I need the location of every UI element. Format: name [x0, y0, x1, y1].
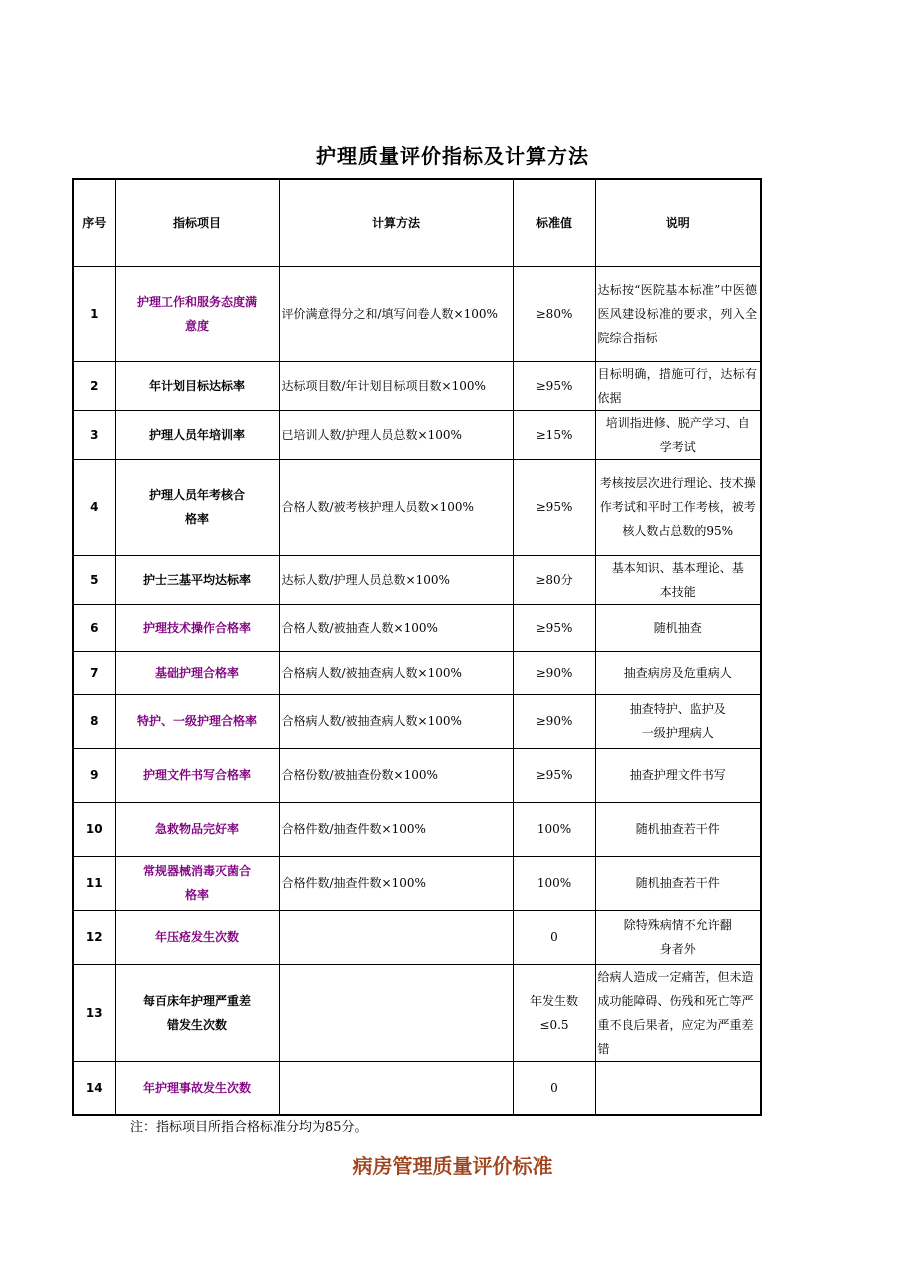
row-note: 除特殊病情不允许翻身者外 [595, 910, 761, 964]
row-method [279, 910, 513, 964]
table-row [73, 748, 761, 802]
row-item: 护理技术操作合格率 [115, 604, 279, 651]
header-note: 说明 [595, 179, 761, 266]
row-item: 护理人员年考核合格率 [115, 459, 279, 555]
row-num: 1 [73, 266, 115, 361]
row-note: 抽查病房及危重病人 [595, 651, 761, 694]
header-method: 计算方法 [279, 179, 513, 266]
row-standard: ≥80分 [513, 555, 595, 604]
row-item: 护理工作和服务态度满意度 [115, 266, 279, 361]
indicator-table [72, 178, 762, 1116]
row-note: 目标明确，措施可行，达标有依据 [595, 361, 761, 410]
row-standard: 100% [513, 802, 595, 856]
table-row [73, 459, 761, 555]
row-standard: 年发生数≤0.5 [513, 964, 595, 1061]
table-row [73, 1061, 761, 1115]
row-item: 护理文件书写合格率 [115, 748, 279, 802]
row-standard: 100% [513, 856, 595, 910]
row-note: 基本知识、基本理论、基本技能 [595, 555, 761, 604]
row-method: 合格件数/抽查件数×100% [279, 856, 513, 910]
row-num: 2 [73, 361, 115, 410]
row-num: 12 [73, 910, 115, 964]
table-row [73, 964, 761, 1061]
row-note: 随机抽查 [595, 604, 761, 651]
table-header-row [73, 179, 761, 266]
row-method: 评价满意得分之和/填写问卷人数×100% [279, 266, 513, 361]
header-standard: 标准值 [513, 179, 595, 266]
row-item: 护士三基平均达标率 [115, 555, 279, 604]
header-num: 序号 [73, 179, 115, 266]
row-standard: ≥15% [513, 410, 595, 459]
row-method: 达标项目数/年计划目标项目数×100% [279, 361, 513, 410]
row-item: 每百床年护理严重差错发生次数 [115, 964, 279, 1061]
table-row [73, 410, 761, 459]
table-row [73, 694, 761, 748]
row-standard: 0 [513, 1061, 595, 1115]
row-num: 4 [73, 459, 115, 555]
row-num: 11 [73, 856, 115, 910]
row-item: 常规器械消毒灭菌合格率 [115, 856, 279, 910]
row-note: 随机抽查若干件 [595, 802, 761, 856]
row-num: 5 [73, 555, 115, 604]
row-note: 考核按层次进行理论、技术操作考试和平时工作考核，被考核人数占总数的95% [595, 459, 761, 555]
page-title: 护理质量评价指标及计算方法 [316, 144, 589, 168]
row-note: 抽查特护、监护及一级护理病人 [595, 694, 761, 748]
table-row [73, 266, 761, 361]
row-note: 培训指进修、脱产学习、自学考试 [595, 410, 761, 459]
row-method: 合格病人数/被抽查病人数×100% [279, 651, 513, 694]
row-standard: ≥90% [513, 651, 595, 694]
row-item: 护理人员年培训率 [115, 410, 279, 459]
row-method: 合格件数/抽查件数×100% [279, 802, 513, 856]
row-standard: ≥95% [513, 604, 595, 651]
section-subtitle: 病房管理质量评价标准 [352, 1154, 553, 1178]
row-note: 抽查护理文件书写 [595, 748, 761, 802]
row-note: 随机抽查若干件 [595, 856, 761, 910]
row-item: 年压疮发生次数 [115, 910, 279, 964]
table-row [73, 856, 761, 910]
table-row [73, 651, 761, 694]
table-row [73, 604, 761, 651]
row-method: 已培训人数/护理人员总数×100% [279, 410, 513, 459]
table-row [73, 802, 761, 856]
row-num: 7 [73, 651, 115, 694]
row-method: 达标人数/护理人员总数×100% [279, 555, 513, 604]
row-method: 合格病人数/被抽查病人数×100% [279, 694, 513, 748]
row-num: 9 [73, 748, 115, 802]
row-item: 急救物品完好率 [115, 802, 279, 856]
table-row [73, 361, 761, 410]
header-item: 指标项目 [115, 179, 279, 266]
row-standard: ≥95% [513, 748, 595, 802]
row-standard: ≥80% [513, 266, 595, 361]
row-item: 基础护理合格率 [115, 651, 279, 694]
row-method: 合格人数/被考核护理人员数×100% [279, 459, 513, 555]
row-standard: ≥95% [513, 459, 595, 555]
row-method [279, 1061, 513, 1115]
row-note: 达标按“医院基本标准”中医德医风建设标准的要求，列入全院综合指标 [595, 266, 761, 361]
row-num: 13 [73, 964, 115, 1061]
row-num: 6 [73, 604, 115, 651]
row-method: 合格份数/被抽查份数×100% [279, 748, 513, 802]
row-method: 合格人数/被抽查人数×100% [279, 604, 513, 651]
row-note [595, 1061, 761, 1115]
row-method [279, 964, 513, 1061]
row-standard: ≥90% [513, 694, 595, 748]
row-num: 3 [73, 410, 115, 459]
table-row [73, 555, 761, 604]
row-num: 10 [73, 802, 115, 856]
row-num: 14 [73, 1061, 115, 1115]
row-item: 年护理事故发生次数 [115, 1061, 279, 1115]
table-row [73, 910, 761, 964]
row-standard: ≥95% [513, 361, 595, 410]
row-note: 给病人造成一定痛苦，但未造成功能障碍、伤残和死亡等严重不良后果者，应定为严重差错 [595, 964, 761, 1061]
row-standard: 0 [513, 910, 595, 964]
row-num: 8 [73, 694, 115, 748]
footnote: 注：指标项目所指合格标准分均为85分。 [130, 1120, 368, 1135]
row-item: 年计划目标达标率 [115, 361, 279, 410]
row-item: 特护、一级护理合格率 [115, 694, 279, 748]
